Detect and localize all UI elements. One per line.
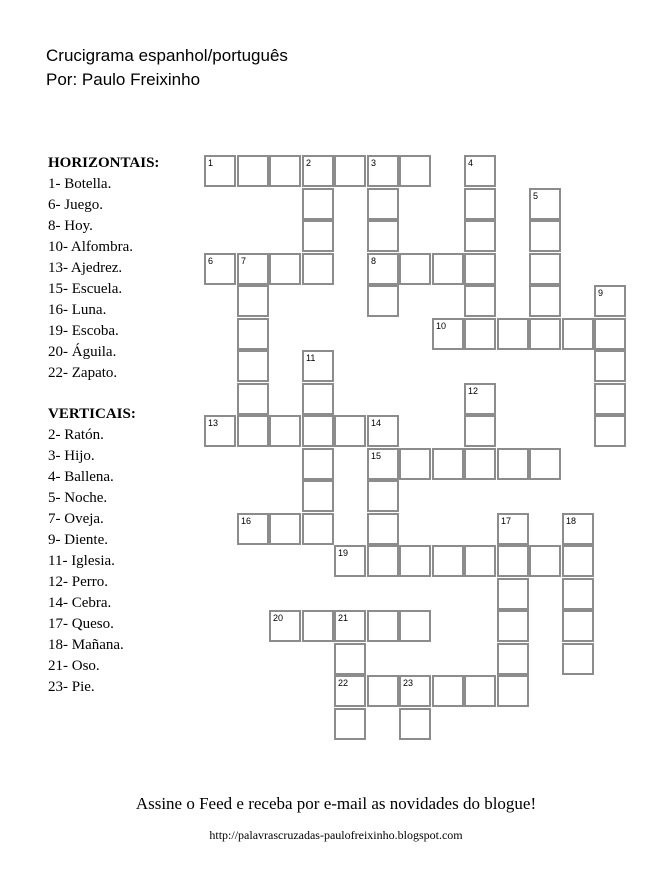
grid-cell[interactable] (464, 318, 496, 350)
clue-item: 18- Mañana. (48, 637, 124, 653)
grid-cell[interactable] (529, 448, 561, 480)
grid-cell[interactable] (302, 610, 334, 642)
cell-number: 5 (533, 191, 539, 201)
clue-item: 7- Oveja. (48, 511, 104, 527)
grid-cell[interactable] (432, 545, 464, 577)
grid-cell[interactable] (464, 675, 496, 707)
clue-item: 13- Ajedrez. (48, 260, 123, 276)
grid-cell[interactable] (204, 415, 236, 447)
clue-item: 11- Iglesia. (48, 553, 115, 569)
grid-cell[interactable] (562, 318, 594, 350)
grid-cell[interactable] (432, 448, 464, 480)
grid-cell[interactable] (367, 675, 399, 707)
grid-cell[interactable] (334, 415, 366, 447)
grid-cell[interactable] (497, 513, 529, 545)
footer-message: Assine o Feed e receba por e-mail as novidades do blogue! (135, 794, 537, 813)
grid-cell[interactable] (562, 610, 594, 642)
grid-cell[interactable] (334, 155, 366, 187)
clue-item: 1- Botella. (48, 176, 112, 192)
grid-cell[interactable] (464, 383, 496, 415)
grid-cell[interactable] (367, 415, 399, 447)
grid-cell[interactable] (334, 675, 366, 707)
clue-item: 3- Hijo. (48, 448, 95, 464)
grid-cell[interactable] (367, 220, 399, 252)
grid-cell[interactable] (367, 253, 399, 285)
cell-number: 12 (468, 386, 479, 396)
grid-cell[interactable] (302, 155, 334, 187)
grid-cell[interactable] (529, 253, 561, 285)
cell-number: 10 (436, 321, 447, 331)
cell-number: 16 (241, 516, 252, 526)
grid-cell[interactable] (529, 188, 561, 220)
grid-cell[interactable] (302, 513, 334, 545)
grid-cell[interactable] (562, 578, 594, 610)
cell-number: 15 (371, 451, 382, 461)
clue-item: 10- Alfombra. (48, 239, 133, 255)
grid-cell[interactable] (367, 188, 399, 220)
grid-cell[interactable] (399, 708, 431, 740)
grid-cell[interactable] (302, 188, 334, 220)
grid-cell[interactable] (529, 545, 561, 577)
puzzle-title: Crucigrama espanhol/português (46, 46, 288, 65)
grid-cell[interactable] (269, 415, 301, 447)
grid-cell[interactable] (302, 220, 334, 252)
grid-cell[interactable] (464, 545, 496, 577)
cell-number: 2 (306, 158, 312, 168)
grid-cell[interactable] (464, 188, 496, 220)
vertical-clues (48, 403, 136, 698)
grid-cell[interactable] (562, 513, 594, 545)
grid-cell[interactable] (399, 448, 431, 480)
cell-number: 4 (468, 158, 474, 168)
cell-number: 8 (371, 256, 377, 266)
grid-cell[interactable] (367, 513, 399, 545)
grid-cell[interactable] (594, 318, 626, 350)
clue-item: 6- Juego. (48, 197, 103, 213)
grid-cell[interactable] (269, 253, 301, 285)
grid-cell[interactable] (302, 253, 334, 285)
grid-cell[interactable] (497, 545, 529, 577)
grid-cell[interactable] (594, 350, 626, 382)
grid-cell[interactable] (464, 285, 496, 317)
vertical-heading: VERTICAIS: (48, 406, 136, 422)
grid-cell[interactable] (367, 480, 399, 512)
clue-item: 12- Perro. (48, 574, 108, 590)
puzzle-header (46, 44, 288, 92)
grid-cell[interactable] (562, 643, 594, 675)
grid-cell[interactable] (464, 253, 496, 285)
grid-cell[interactable] (399, 253, 431, 285)
grid-cell[interactable] (367, 285, 399, 317)
grid-cell[interactable] (497, 643, 529, 675)
grid-cell[interactable] (399, 155, 431, 187)
grid-cell[interactable] (237, 318, 269, 350)
grid-cell[interactable] (367, 610, 399, 642)
grid-cell[interactable] (497, 610, 529, 642)
grid-cell[interactable] (594, 415, 626, 447)
clue-item: 4- Ballena. (48, 469, 114, 485)
grid-cell[interactable] (432, 675, 464, 707)
clue-item: 22- Zapato. (48, 365, 118, 381)
horizontal-clues (48, 152, 159, 384)
grid-cell[interactable] (399, 675, 431, 707)
clue-item: 16- Luna. (48, 302, 107, 318)
grid-cell[interactable] (497, 675, 529, 707)
grid-cell[interactable] (497, 318, 529, 350)
horizontal-heading: HORIZONTAIS: (48, 155, 160, 171)
cell-number: 17 (501, 516, 512, 526)
clue-item: 21- Oso. (48, 658, 100, 674)
blog-url-link[interactable]: http://palavrascruzadas-paulofreixinho.blogspot.com (209, 828, 463, 842)
grid-cell[interactable] (302, 383, 334, 415)
grid-cell[interactable] (432, 318, 464, 350)
cell-number: 18 (566, 516, 577, 526)
grid-cell[interactable] (464, 155, 496, 187)
grid-cell[interactable] (237, 513, 269, 545)
grid-cell[interactable] (302, 415, 334, 447)
cell-number: 11 (306, 353, 316, 363)
grid-cell[interactable] (302, 480, 334, 512)
grid-cell[interactable] (399, 545, 431, 577)
grid-cell[interactable] (237, 350, 269, 382)
grid-cell[interactable] (269, 513, 301, 545)
grid-cell[interactable] (464, 415, 496, 447)
clue-item: 9- Diente. (48, 532, 108, 548)
grid-cell[interactable] (269, 610, 301, 642)
grid-cell[interactable] (497, 578, 529, 610)
grid-cell[interactable] (594, 285, 626, 317)
grid-cell[interactable] (269, 155, 301, 187)
grid-cell[interactable] (529, 220, 561, 252)
grid-cell[interactable] (367, 155, 399, 187)
grid-cell[interactable] (529, 285, 561, 317)
grid-cell[interactable] (334, 610, 366, 642)
grid-cell[interactable] (367, 545, 399, 577)
grid-cell[interactable] (237, 285, 269, 317)
cell-number: 9 (598, 288, 604, 298)
cell-number: 7 (241, 256, 247, 266)
grid-cell[interactable] (464, 220, 496, 252)
grid-cell[interactable] (334, 643, 366, 675)
clue-item: 17- Queso. (48, 616, 114, 632)
cell-number: 19 (338, 548, 349, 558)
cell-number: 13 (208, 418, 219, 428)
cell-number: 23 (403, 678, 414, 688)
grid-cell[interactable] (367, 448, 399, 480)
grid-cell[interactable] (594, 383, 626, 415)
cell-number: 3 (371, 158, 377, 168)
grid-cell[interactable] (302, 448, 334, 480)
grid-cell[interactable] (204, 155, 236, 187)
grid-cell[interactable] (529, 318, 561, 350)
cell-number: 22 (338, 678, 349, 688)
grid-cell[interactable] (204, 253, 236, 285)
grid-cell[interactable] (562, 545, 594, 577)
grid-cell[interactable] (497, 448, 529, 480)
grid-cell[interactable] (302, 350, 334, 382)
clue-item: 23- Pie. (48, 679, 95, 695)
grid-cell[interactable] (432, 253, 464, 285)
cell-number: 1 (208, 158, 214, 168)
clue-item: 8- Hoy. (48, 218, 93, 234)
grid-cell[interactable] (237, 253, 269, 285)
grid-cell[interactable] (237, 155, 269, 187)
puzzle-author: Por: Paulo Freixinho (46, 70, 201, 89)
grid-cell[interactable] (464, 448, 496, 480)
grid-cell[interactable] (237, 415, 269, 447)
cell-number: 6 (208, 256, 214, 266)
clue-item: 5- Noche. (48, 490, 108, 506)
clue-item: 2- Ratón. (48, 427, 104, 443)
grid-cell[interactable] (237, 383, 269, 415)
clue-item: 19- Escoba. (48, 323, 119, 339)
cell-number: 21 (338, 613, 349, 623)
grid-cell[interactable] (399, 610, 431, 642)
cell-number: 14 (371, 418, 382, 428)
clue-item: 15- Escuela. (48, 281, 123, 297)
grid-cell[interactable] (334, 545, 366, 577)
grid-cell[interactable] (334, 708, 366, 740)
cell-number: 20 (273, 613, 284, 623)
clue-item: 14- Cebra. (48, 595, 112, 611)
clue-item: 20- Águila. (48, 344, 117, 360)
